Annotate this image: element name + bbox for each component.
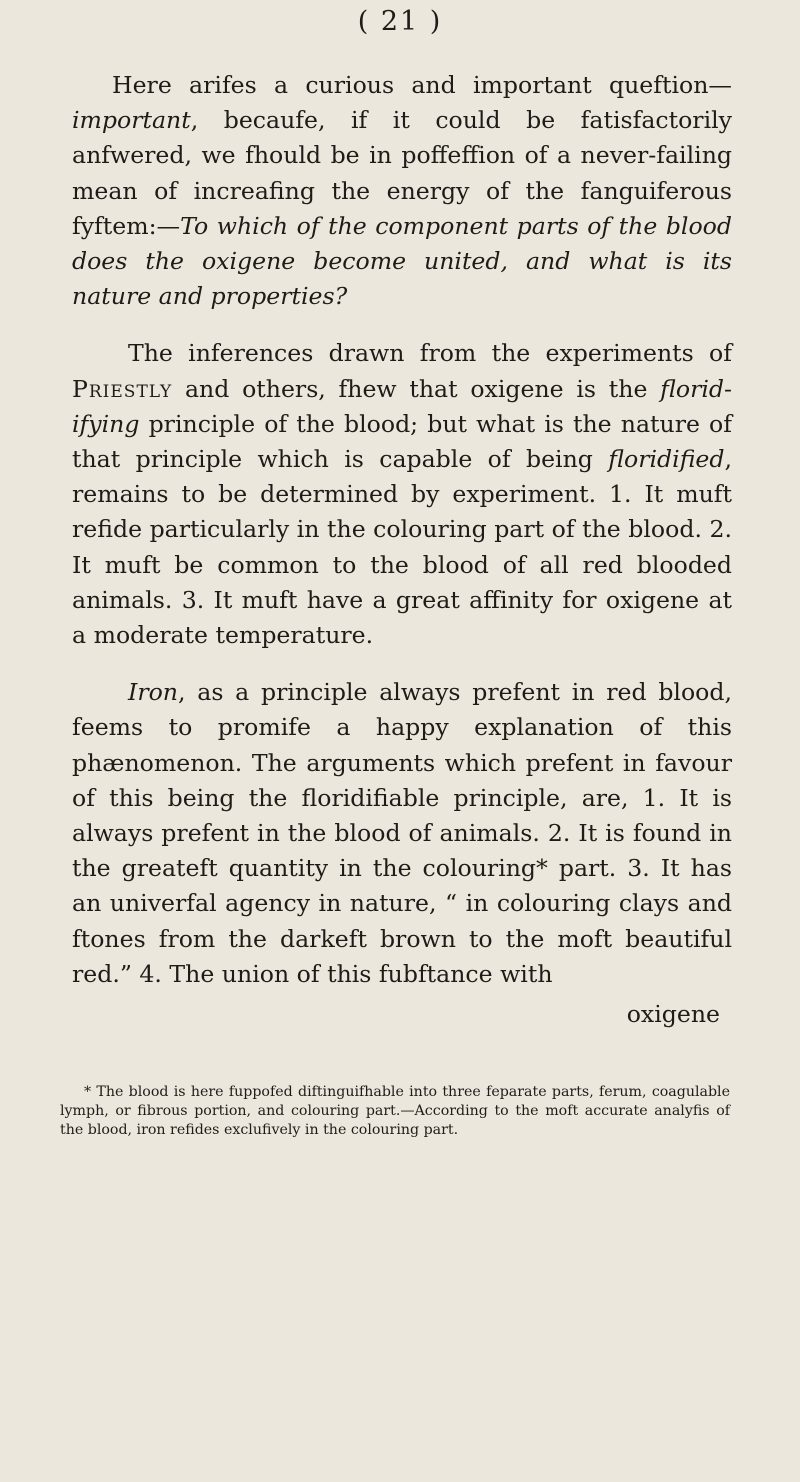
catchword: oxigene bbox=[626, 1000, 720, 1028]
italic-text: floridified bbox=[608, 445, 725, 474]
text-segment: , remains to be determined by experiment. 1. It muft refide particularly in the colouring part of the blood. 2. It muft be common to the blood of all red blooded animals. 3. It muft have a great affinity for oxigene at a moderate temperature. bbox=[72, 445, 732, 650]
text-segment: , becaufe, if it could be fatisfactorily anfwered, we fhould be in poffeffion of a never-failing mean of increafing the energy of the fanguiferous fyftem:— bbox=[72, 106, 732, 240]
text-segment: The inferences drawn from the experiments of bbox=[128, 339, 732, 368]
page-number: ( 21 ) bbox=[357, 6, 443, 37]
footnote: * The blood is here fuppofed diftinguifhable into three feparate parts, ferum, coagulable lymph, or fibrous portion, and colouring part.—According to the moft accurate analyfis of the blood, iron refides exclufively in the colouring part. bbox=[60, 1084, 730, 1139]
italic-text: Iron bbox=[128, 678, 178, 707]
paragraph-question bbox=[72, 68, 732, 314]
italic-text: florid-ifying bbox=[72, 374, 732, 438]
paragraph-inferences bbox=[72, 336, 732, 653]
paragraph-iron bbox=[72, 675, 732, 992]
author-name: Priestly bbox=[72, 374, 173, 403]
text-segment: Here arifes a curious and important queftion— bbox=[112, 71, 732, 99]
italic-text: To which of the component parts of the blood does the oxigene become united, and what is its nature and properties? bbox=[72, 211, 732, 311]
italic-text: important bbox=[72, 106, 191, 135]
text-segment: and others, fhew that oxigene is the bbox=[172, 374, 661, 403]
body-text bbox=[72, 68, 732, 992]
text-segment: , as a principle always prefent in red blood, feems to promife a happy explanation of this phænomenon. The arguments which prefent in favour of this being the floridifiable principle, are, 1. It is always prefent in the blood of animals. 2. It is found in the greateft quantity in the colouring* part. 3. It has an univerfal agency in nature, “ in colouring clays and ftones from the darkeft brown to the moft beautiful red.” 4. The union of this fubftance with bbox=[72, 678, 732, 988]
text-segment: principle of the blood; but what is the nature of that principle which is capable of being bbox=[72, 409, 732, 474]
